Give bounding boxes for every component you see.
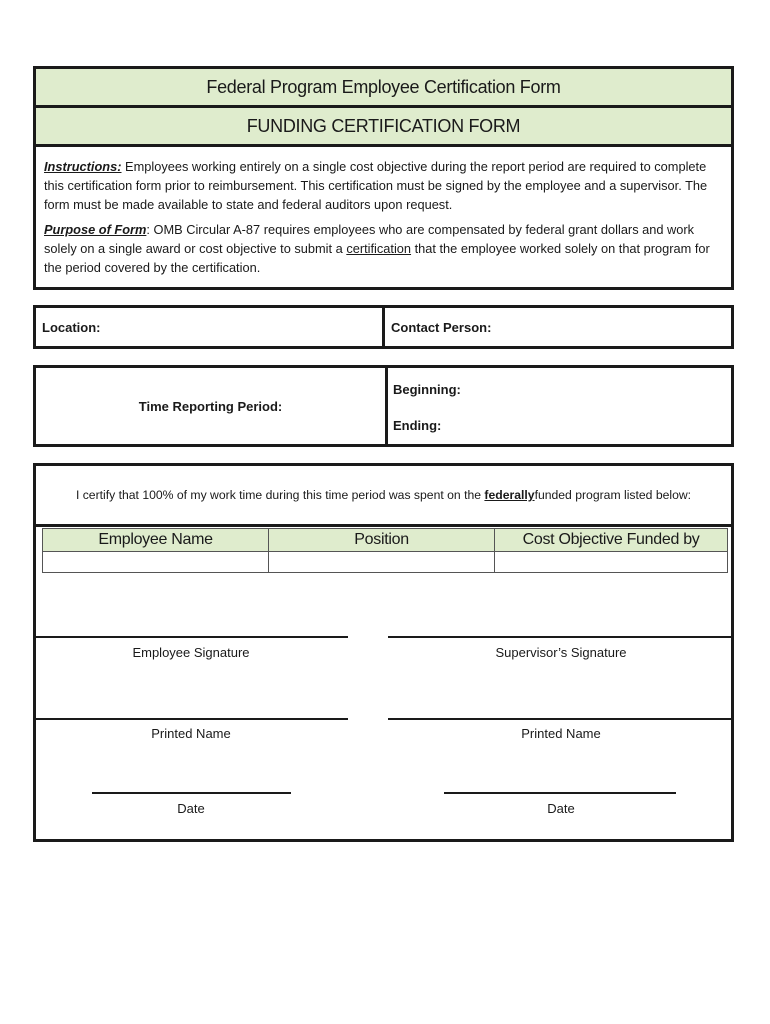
- beginning-date-field[interactable]: Beginning:: [393, 382, 461, 397]
- location-label: Location:: [42, 319, 101, 335]
- ending-date-field[interactable]: Ending:: [393, 418, 442, 433]
- instructions-paragraph: [44, 157, 723, 214]
- table-header-row: [43, 529, 728, 552]
- cert-text-after: funded program listed below:: [534, 488, 692, 502]
- date-line-right[interactable]: [444, 792, 676, 794]
- location-row: [33, 305, 734, 349]
- contact-person-field[interactable]: [385, 308, 731, 346]
- date-line-left[interactable]: [92, 792, 291, 794]
- certification-link-word: certification: [346, 241, 412, 256]
- cert-emphasis: federally: [484, 488, 535, 502]
- employee-signature-label: Employee Signature: [132, 645, 250, 660]
- purpose-paragraph: [44, 220, 723, 277]
- employee-signature-line[interactable]: [36, 636, 348, 638]
- column-header-cost-objective: Cost Objective Funded by: [495, 529, 728, 552]
- table-row: [43, 552, 728, 573]
- instructions-lead: Instructions:: [44, 159, 122, 174]
- purpose-text-before: : OMB Circular A-87 requires employees who are compensated by federal grant dollars and work solely on a single award or cost objective to submit a: [44, 222, 695, 256]
- printed-name-label-left: Printed Name: [151, 726, 231, 741]
- employee-name-cell[interactable]: [43, 552, 269, 573]
- printed-name-line-right[interactable]: [388, 718, 734, 720]
- supervisor-signature-line[interactable]: [388, 636, 734, 638]
- form-title: Federal Program Employee Certification Form: [206, 76, 561, 97]
- supervisor-signature-label: Supervisor’s Signature: [495, 645, 627, 660]
- contact-person-label: Contact Person:: [391, 319, 492, 335]
- period-dates: [388, 368, 731, 444]
- certification-statement: [36, 466, 731, 527]
- date-label-left: Date: [177, 801, 205, 816]
- column-header-position: Position: [269, 529, 495, 552]
- time-reporting-period-label: Time Reporting Period:: [36, 368, 388, 444]
- time-reporting-period-section: [33, 365, 734, 447]
- cost-objective-cell[interactable]: [495, 552, 728, 573]
- purpose-text-after: that the employee worked solely on that program for the period covered by the certification.: [44, 241, 710, 275]
- employee-table: [42, 528, 728, 573]
- certification-section: [33, 463, 734, 842]
- location-field[interactable]: [36, 308, 385, 346]
- position-cell[interactable]: [269, 552, 495, 573]
- instructions-section: [33, 144, 734, 290]
- form-subtitle: FUNDING CERTIFICATION FORM: [246, 115, 521, 136]
- purpose-lead: Purpose of Form: [44, 222, 147, 237]
- date-label-right: Date: [547, 801, 575, 816]
- form-title-bar: [33, 66, 734, 108]
- instructions-text: Employees working entirely on a single cost objective during the report period are required to complete this certification form prior to reimbursement. This certification must be signed by the employee and a supervisor. The form must be made available to state and federal auditors upon request.: [44, 159, 708, 212]
- cert-text-before: I certify that 100% of my work time during this time period was spent on the: [75, 488, 482, 502]
- form-subtitle-bar: [33, 105, 734, 147]
- printed-name-line-left[interactable]: [36, 718, 348, 720]
- column-header-employee-name: Employee Name: [43, 529, 269, 552]
- printed-name-label-right: Printed Name: [521, 726, 601, 741]
